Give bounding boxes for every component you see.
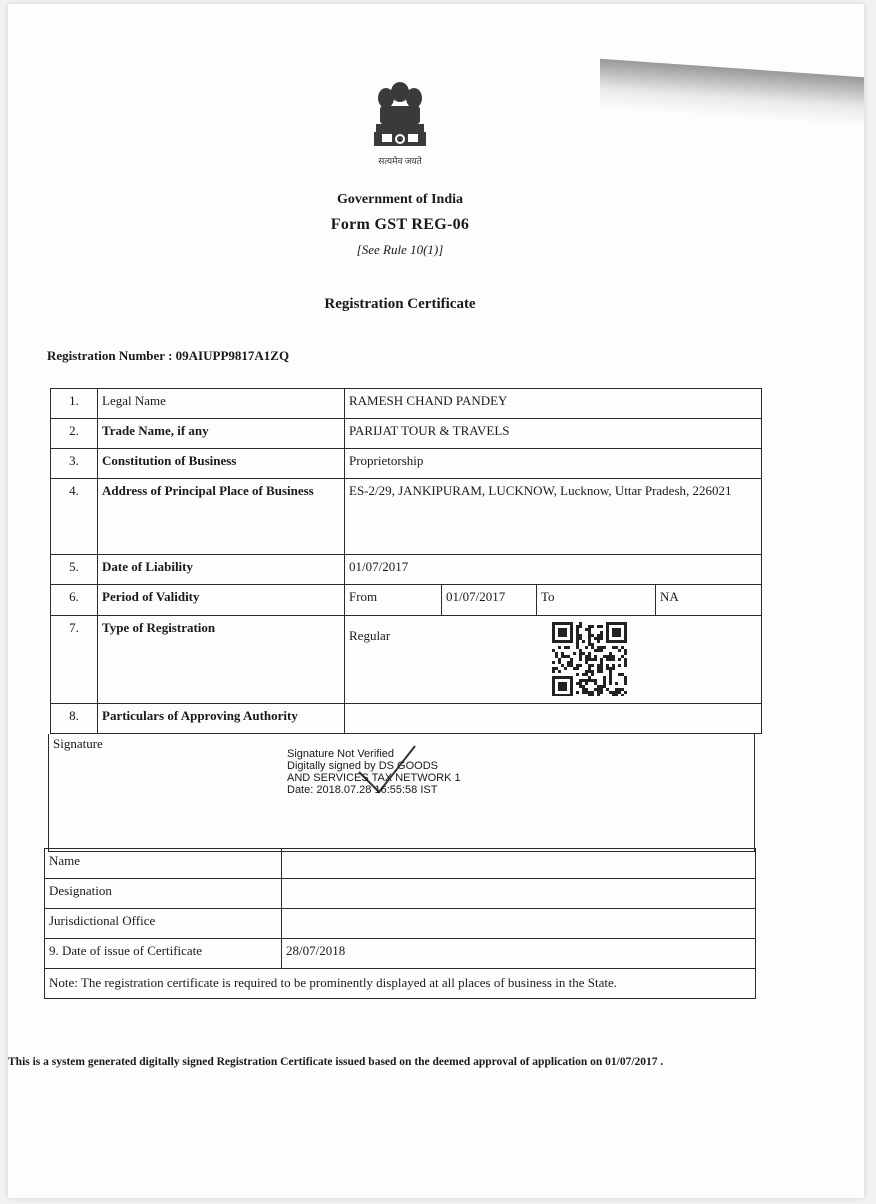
row-value: RAMESH CHAND PANDEY bbox=[345, 389, 762, 419]
emblem-motto: सत्यमेव जयते bbox=[378, 156, 422, 166]
row-value bbox=[282, 849, 756, 879]
signature-signer-2: AND SERVICES TAX NETWORK 1 bbox=[287, 772, 461, 784]
footer-text: This is a system generated digitally signed Registration Certificate issued based on the deemed approval of application on 01/07/2017 . bbox=[8, 1056, 664, 1068]
table-row bbox=[45, 879, 756, 909]
row-number: 4. bbox=[51, 479, 98, 555]
row-label: 9. Date of issue of Certificate bbox=[45, 939, 282, 969]
table-row bbox=[51, 389, 762, 419]
row-number: 7. bbox=[51, 616, 98, 704]
registration-value: 09AIUPP9817A1ZQ bbox=[175, 348, 290, 363]
row-label: Designation bbox=[45, 879, 282, 909]
table-row bbox=[45, 969, 756, 999]
signature-date: Date: 2018.07.28 16:55:58 IST bbox=[287, 784, 438, 796]
row-number: 3. bbox=[51, 449, 98, 479]
from-date: 01/07/2017 bbox=[442, 585, 537, 615]
form-title: Form GST REG-06 bbox=[330, 216, 470, 233]
row-label: Period of Validity bbox=[98, 585, 345, 616]
digital-signature-text bbox=[287, 748, 461, 796]
rule-reference: [See Rule 10(1)] bbox=[356, 242, 444, 257]
row-number: 6. bbox=[51, 585, 98, 616]
table-row bbox=[45, 909, 756, 939]
row-value: Proprietorship bbox=[345, 449, 762, 479]
signature-label: Signature bbox=[53, 736, 103, 751]
row-label: Constitution of Business bbox=[98, 449, 345, 479]
table-row bbox=[51, 479, 762, 555]
row-label: Jurisdictional Office bbox=[45, 909, 282, 939]
authority-table bbox=[44, 848, 756, 999]
row-value bbox=[282, 909, 756, 939]
row-label: Trade Name, if any bbox=[98, 419, 345, 449]
row-value: PARIJAT TOUR & TRAVELS bbox=[345, 419, 762, 449]
row-label: Name bbox=[45, 849, 282, 879]
signature-box bbox=[48, 734, 755, 852]
signature-status: Signature Not Verified bbox=[287, 748, 395, 760]
row-number: 1. bbox=[51, 389, 98, 419]
note-text: Note: The registration certificate is required to be prominently displayed at all places of business in the State. bbox=[45, 969, 756, 999]
row-value: 01/07/2017 bbox=[345, 555, 762, 585]
row-label: Particulars of Approving Authority bbox=[98, 704, 345, 734]
table-row bbox=[51, 555, 762, 585]
to-label: To bbox=[537, 585, 656, 615]
row-label: Address of Principal Place of Business bbox=[98, 479, 345, 555]
table-row bbox=[51, 449, 762, 479]
row-label: Date of Liability bbox=[98, 555, 345, 585]
row-label: Legal Name bbox=[98, 389, 345, 419]
table-row bbox=[51, 704, 762, 734]
row-value bbox=[282, 879, 756, 909]
government-title: Government of India bbox=[337, 192, 463, 207]
row-value: 28/07/2018 bbox=[282, 939, 756, 969]
table-row bbox=[51, 616, 762, 704]
signature-signer: Digitally signed by DS GOODS bbox=[287, 760, 438, 772]
table-row bbox=[51, 585, 762, 616]
qr-code-icon bbox=[552, 622, 630, 696]
row-number: 2. bbox=[51, 419, 98, 449]
row-label: Type of Registration bbox=[98, 616, 345, 704]
page-title: Registration Certificate bbox=[324, 296, 476, 312]
row-value: ES-2/29, JANKIPURAM, LUCKNOW, Lucknow, Uttar Pradesh, 226021 bbox=[345, 479, 762, 555]
details-table bbox=[50, 388, 762, 734]
table-row bbox=[45, 939, 756, 969]
from-label: From bbox=[345, 585, 442, 615]
row-number: 8. bbox=[51, 704, 98, 734]
registration-type: Regular bbox=[349, 628, 391, 643]
validity-cell bbox=[345, 585, 762, 616]
row-number: 5. bbox=[51, 555, 98, 585]
row-value bbox=[345, 704, 762, 734]
to-date: NA bbox=[660, 589, 679, 604]
table-row bbox=[51, 419, 762, 449]
registration-label: Registration Number : bbox=[47, 348, 173, 363]
validity-table bbox=[345, 585, 761, 615]
registration-number bbox=[47, 348, 289, 364]
table-row bbox=[45, 849, 756, 879]
